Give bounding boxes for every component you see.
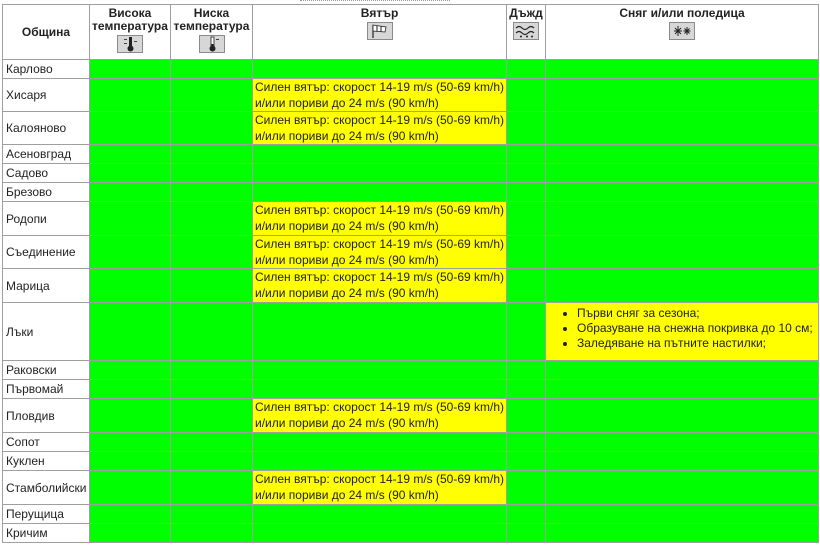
wind-cell: [253, 524, 507, 543]
rain-cell: [507, 399, 546, 433]
table-row: [3, 79, 819, 112]
wind-warning-cell: Силен вятър: скорост 14-19 m/s (50-69 km/h) и/или пориви до 24 m/s (90 km/h): [253, 236, 507, 269]
snow-cell: [546, 505, 819, 524]
low-temp-cell: [171, 164, 253, 183]
table-row: [3, 433, 819, 452]
table-row: [3, 112, 819, 145]
high-temp-cell: [90, 202, 171, 236]
wind-cell: [253, 361, 507, 380]
table-row: [3, 399, 819, 433]
high-temp-cell: [90, 112, 171, 145]
wind-warning-cell: Силен вятър: скорост 14-19 m/s (50-69 km/h) и/или пориви до 24 m/s (90 km/h): [253, 202, 507, 236]
municipality-name: Сопот: [3, 433, 90, 452]
rain-cell: [507, 79, 546, 112]
wind-cell: [253, 183, 507, 202]
rain-cell: [507, 60, 546, 79]
rain-cell: [507, 183, 546, 202]
snow-cell: [546, 236, 819, 269]
rain-cell: [507, 202, 546, 236]
municipality-name: Садово: [3, 164, 90, 183]
high-temp-cell: [90, 303, 171, 361]
snow-cell: [546, 399, 819, 433]
low-temp-cell: [171, 112, 253, 145]
list-item: • Първи сняг за сезона;: [577, 306, 818, 321]
low-temp-cell: [171, 79, 253, 112]
header-snow-ice: Сняг и/или поледица: [546, 5, 819, 60]
high-temp-cell: [90, 380, 171, 399]
warnings-table: [2, 4, 819, 543]
table-row: [3, 60, 819, 79]
high-temp-cell: [90, 164, 171, 183]
high-temp-cell: [90, 183, 171, 202]
municipality-name: Първомай: [3, 380, 90, 399]
table-row: [3, 505, 819, 524]
municipality-name: Съединение: [3, 236, 90, 269]
snow-cell: [546, 269, 819, 303]
high-temp-cell: [90, 433, 171, 452]
snow-cell: [546, 79, 819, 112]
list-item: • Заледяване на пътните настилки;: [577, 336, 818, 351]
wind-warning-cell: Силен вятър: скорост 14-19 m/s (50-69 km/h) и/или пориви до 24 m/s (90 km/h): [253, 399, 507, 433]
rain-cell: [507, 269, 546, 303]
municipality-name: Родопи: [3, 202, 90, 236]
municipality-name: Куклен: [3, 452, 90, 471]
low-temp-cell: [171, 433, 253, 452]
municipality-name: Брезово: [3, 183, 90, 202]
wind-warning-cell: Силен вятър: скорост 14-19 m/s (50-69 km/h) и/или пориви до 24 m/s (90 km/h): [253, 79, 507, 112]
snow-cell: [546, 433, 819, 452]
table-row: [3, 164, 819, 183]
snow-cell: [546, 164, 819, 183]
table-row: [3, 471, 819, 505]
rain-cell: [507, 145, 546, 164]
municipality-name: Хисаря: [3, 79, 90, 112]
rain-cell: [507, 164, 546, 183]
high-temp-cell: [90, 524, 171, 543]
high-temp-cell: [90, 236, 171, 269]
rain-cell: [507, 505, 546, 524]
table-row: [3, 183, 819, 202]
low-temp-cell: [171, 145, 253, 164]
low-temp-cell: [171, 380, 253, 399]
table-row: [3, 236, 819, 269]
high-temp-cell: [90, 79, 171, 112]
list-item: • Образуване на снежна покривка до 10 см;: [577, 321, 818, 336]
table-row: [3, 361, 819, 380]
high-temp-cell: [90, 471, 171, 505]
header-low-temp: Ниска температура: [171, 5, 253, 60]
wind-cell: [253, 145, 507, 164]
low-temp-cell: [171, 202, 253, 236]
thermometer-low-icon: [199, 35, 225, 53]
table-row: [3, 380, 819, 399]
municipality-name: Пловдив: [3, 399, 90, 433]
wind-warning-cell: Силен вятър: скорост 14-19 m/s (50-69 km/h) и/или пориви до 24 m/s (90 km/h): [253, 269, 507, 303]
high-temp-cell: [90, 60, 171, 79]
wind-cell: [253, 452, 507, 471]
municipality-name: Карлово: [3, 60, 90, 79]
snow-cell: [546, 60, 819, 79]
table-row: [3, 269, 819, 303]
municipality-name: Стамболийски: [3, 471, 90, 505]
municipality-name: Перущица: [3, 505, 90, 524]
snow-cell: [546, 380, 819, 399]
table-row: [3, 145, 819, 164]
high-temp-cell: [90, 361, 171, 380]
snow-cell: [546, 361, 819, 380]
municipality-name: Кричим: [3, 524, 90, 543]
rain-cell: [507, 380, 546, 399]
rain-icon: [513, 22, 539, 40]
municipality-name: Калояново: [3, 112, 90, 145]
snow-cell: [546, 452, 819, 471]
municipality-name: Марица: [3, 269, 90, 303]
header-rain: Дъжд: [507, 5, 546, 60]
snow-cell: [546, 112, 819, 145]
low-temp-cell: [171, 183, 253, 202]
low-temp-cell: [171, 471, 253, 505]
rain-cell: [507, 303, 546, 361]
wind-cell: [253, 60, 507, 79]
low-temp-cell: [171, 452, 253, 471]
low-temp-cell: [171, 399, 253, 433]
low-temp-cell: [171, 269, 253, 303]
thermometer-high-icon: [117, 35, 143, 53]
rain-cell: [507, 433, 546, 452]
high-temp-cell: [90, 145, 171, 164]
wind-warning-cell: Силен вятър: скорост 14-19 m/s (50-69 km/h) и/или пориви до 24 m/s (90 km/h): [253, 112, 507, 145]
snow-cell: [546, 183, 819, 202]
rain-cell: [507, 452, 546, 471]
table-row: [3, 452, 819, 471]
high-temp-cell: [90, 452, 171, 471]
wind-cell: [253, 505, 507, 524]
low-temp-cell: [171, 60, 253, 79]
snow-cell: [546, 202, 819, 236]
municipality-name: Асеновград: [3, 145, 90, 164]
header-high-temp: Висока температура: [90, 5, 171, 60]
low-temp-cell: [171, 303, 253, 361]
high-temp-cell: [90, 269, 171, 303]
wind-warning-cell: Силен вятър: скорост 14-19 m/s (50-69 km/h) и/или пориви до 24 m/s (90 km/h): [253, 471, 507, 505]
rain-cell: [507, 236, 546, 269]
low-temp-cell: [171, 361, 253, 380]
high-temp-cell: [90, 399, 171, 433]
header-wind: Вятър: [253, 5, 507, 60]
snow-warning-list: [546, 303, 818, 353]
municipality-name: Лъки: [3, 303, 90, 361]
table-row: [3, 524, 819, 543]
table-row: [3, 202, 819, 236]
low-temp-cell: [171, 524, 253, 543]
high-temp-cell: [90, 505, 171, 524]
header-municipality: Община: [3, 5, 90, 60]
low-temp-cell: [171, 505, 253, 524]
wind-cell: [253, 380, 507, 399]
low-temp-cell: [171, 236, 253, 269]
municipality-name: Раковски: [3, 361, 90, 380]
snow-cell: [546, 471, 819, 505]
snow-cell: [546, 524, 819, 543]
snowflake-icon: [669, 22, 695, 40]
snow-cell: [546, 145, 819, 164]
rain-cell: [507, 112, 546, 145]
wind-cell: [253, 433, 507, 452]
table-row: [3, 303, 819, 361]
wind-icon: [367, 22, 393, 40]
header-row: [3, 5, 819, 60]
rain-cell: [507, 361, 546, 380]
wind-cell: [253, 164, 507, 183]
rain-cell: [507, 524, 546, 543]
snow-warning-cell: [546, 303, 819, 361]
rain-cell: [507, 471, 546, 505]
wind-cell: [253, 303, 507, 361]
